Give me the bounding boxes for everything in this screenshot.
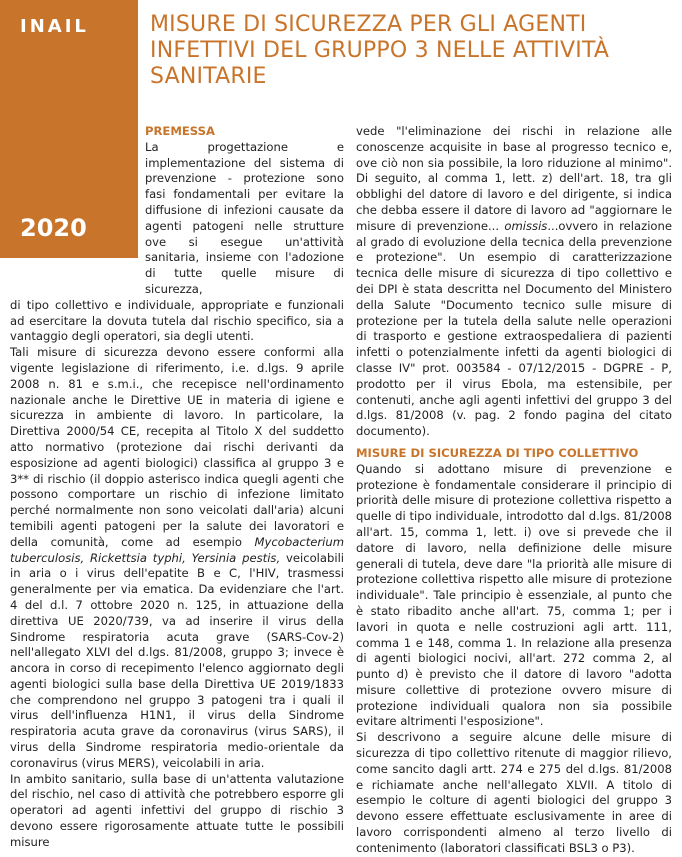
inail-logo: INAIL [20,16,89,37]
left-column [10,124,344,851]
intro-paragraph: La progettazione e implementazione del sistema di prevenzione - protezione sono fasi fondamentali per evitare la diffusione di infezioni causate da agenti patogeni nelle strutture ove si esegue un'attività sanitaria, insieme con l'adozione di tutte quelle misure di sicurezza, [145,139,344,296]
premessa-heading: PREMESSA [145,124,215,138]
page-title: MISURE DI SICUREZZA PER GLI AGENTI INFETTIVI DEL GRUPPO 3 NELLE ATTIVITÀ SANITARIE [150,12,610,89]
omissis-text: omissis [504,218,548,233]
right-paragraph-2: Quando si adottano misure di prevenzione e protezione è fondamentale considerare il principio di priorità delle misure di protezione collettiva rispetto a quelle di tipo individuale, introdotto dal d.lgs. 81/2008 all'art. 15, comma 1, lett. i) ove si prevede che il datore di lavoro, nella definizione delle misure generali di tutela, deve dare "la priorità alle misure di protezione collettiva rispetto alle misure di protezione individuale". Tale principio è essenziale, al punto che è stato ribadito anche all'art. 75, comma 1; per i lavori in quota e nelle costruzioni agli artt. 111, comma 1 e 148, comma 1. In relazione alla presenza di agenti biologici nocivi, all'art. 272 comma 2, al punto d) è previsto che il datore di lavoro "adotta misure collettive di protezione ovvero misure di protezione individuali qualora non sia possibile evitare altrimenti l'esposizione". [356,461,672,729]
collective-measures-heading: MISURE DI SICUREZZA DI TIPO COLLETTIVO [356,445,639,460]
paragraph-2: Tali misure di sicurezza devono essere conformi alla vigente legislazione di riferimento, i.e. d.lgs. 9 aprile 2008 n. 81 e s.m.i., che recepisce nell'ordinamento nazionale anche le Direttive UE in materia di igiene e sicurezza in ambiente di lavoro. In particolare, la Direttiva 2000/54 CE, recepita al Titolo X del suddetto atto normativo (protezione dai rischi derivanti da esposizione ad agenti biologici) classifica al gruppo 3 e 3** di rischio (il doppio asterisco indica quegli agenti che possono comportare un rischio di infezione limitato perché normalmente non sono veicolati dall'aria) alcuni temibili agenti patogeni per la salute dei lavoratori e della comunità, come ad esempio Mycobacterium tuberculosis, Rickettsia typhi, Yersinia pestis, veicolabili in aria o i virus dell'epatite B e C, l'HIV, trasmessi generalmente per via ematica. Da evidenziare che l'art. 4 del d.l. 7 ottobre 2020 n. 125, in attuazione della direttiva UE 2020/739, va ad inserire il virus della Sindrome respiratoria acuta grave (SARS-Cov-2) nell'allegato XLVI del d.lgs. 81/2008, gruppo 3; invece è ancora in corso di recepimento l'elenco aggiornato degli agenti biologici sulla base della Direttiva UE 2019/1833 che comprendono nel gruppo 3 patogeni tra i quali il virus dell'influenza H1N1, il virus della Sindrome respiratoria acuta grave da coronavirus (virus SARS), il virus della Sindrome respiratoria medio-orientale da coronavirus (virus MERS), veicolabili in aria. [10,345,345,770]
year-label: 2020 [20,214,87,242]
right-paragraph-1: vede "l'eliminazione dei rischi in relazione alle conoscenze acquisite in base al progresso tecnico e, ove ciò non sia possibile, la loro riduzione al minimo". Di seguito, al comma 1, lett. z) dell'art. 18, tra gli obblighi del datore di lavoro e del dirigente, si indica che debba essere il datore di lavoro ad "aggiornare le misure di prevenzione... omissis...ovvero in relazione al grado di evoluzione della tecnica della prevenzione e protezione". Un esempio di caratterizzazione tecnica delle misure di sicurezza di tipo collettivo e dei DPI è stata descritta nel Documento del Ministero della Salute "Documento tecnico sulle misure di protezione per la tutela della salute nelle operazioni di trasporto e gestione extraospedaliera di pazienti infetti o potenzialmente infetti da agenti biologici di classe IV" prot. 003584 - 07/12/2015 - DGPRE - P, prodotto per il virus Ebola, ma estensibile, per contenuti, anche agli agenti infettivi del gruppo 3 del d.lgs. 81/2008 (v. pag. 2 fondo pagina del citato documento). [356,124,672,439]
right-column [356,124,672,857]
paragraph-3: In ambito sanitario, sulla base di un'attenta valutazione del rischio, nel caso di attività che potrebbero esporre gli operatori ad agenti infettivi del gruppo di rischio 3 devono essere rigorosamente attuate tutte le possibili misure [10,771,344,849]
pathogen-names: Mycobacterium tuberculosis, Rickettsia typhi, Yersinia pestis, [10,534,345,565]
right-paragraph-3: Si descrivono a seguire alcune delle misure di sicurezza di tipo collettivo ritenute di maggior rilievo, come sancito dagli artt. 274 e 275 del d.lgs. 81/2008 e richiamate anche nell'allegato XLVII. A titolo di esempio le colture di agenti biologici del gruppo 3 devono essere effettuate esclusivamente in aree di lavoro corrispondenti almeno al terzo livello di contenimento (laboratori classificati BSL3 o P3). [356,730,672,855]
paragraph-1-continuation: di tipo collettivo e individuale, appropriate e funzionali ad esercitare la dovuta tutela dal rischio specifico, sia a vantaggio degli operatori, sia degli utenti. [10,297,344,344]
